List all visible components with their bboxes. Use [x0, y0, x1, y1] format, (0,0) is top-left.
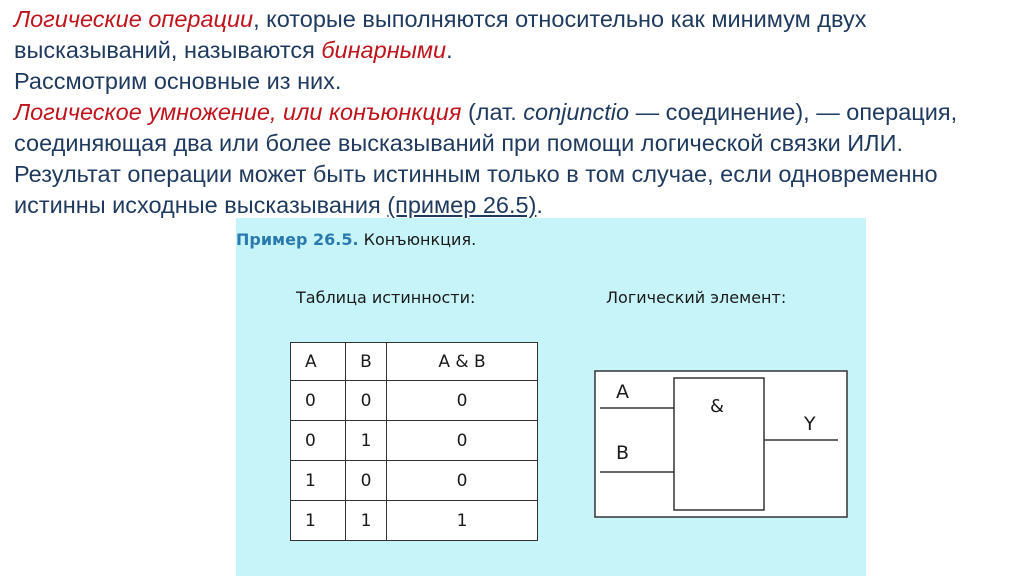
paragraph-binary [14, 4, 1014, 66]
paragraph-conjunction [14, 97, 1014, 221]
intro-text [14, 4, 1014, 221]
term-binary: бинарными [321, 37, 447, 63]
cell-result: 0 [387, 461, 538, 501]
cell-result: 0 [387, 421, 538, 461]
cell-a: 0 [291, 381, 346, 421]
term-logical-operations: Логические операции [14, 6, 254, 32]
paragraph-consider: Рассмотрим основные из них. [14, 68, 342, 94]
text-end: . [536, 192, 543, 218]
cell-a: 0 [291, 421, 346, 461]
table-header-row [291, 343, 538, 381]
table-row [291, 501, 538, 541]
output-y-label: Y [804, 413, 816, 435]
text-lat: (лат. [461, 99, 524, 125]
cell-b: 1 [346, 501, 387, 541]
table-row [291, 421, 538, 461]
and-symbol: & [710, 396, 725, 417]
input-b-label: B [616, 442, 630, 464]
truth-table [290, 342, 538, 541]
cell-b: 0 [346, 461, 387, 501]
header-a: A [291, 343, 346, 381]
table-row [291, 381, 538, 421]
and-gate-diagram [594, 370, 848, 518]
cell-b: 1 [346, 421, 387, 461]
cell-result: 1 [387, 501, 538, 541]
header-a-and-b: A & B [387, 343, 538, 381]
cell-result: 0 [387, 381, 538, 421]
example-number: Пример 26.5. [236, 230, 359, 249]
example-name: Конъюнкция. [363, 230, 477, 249]
example-link[interactable]: (пример 26.5) [387, 192, 537, 218]
logic-gate-caption: Логический элемент: [606, 288, 787, 307]
truth-table-caption: Таблица истинности: [296, 288, 476, 307]
table-row [291, 461, 538, 501]
example-title [236, 230, 476, 249]
input-a-label: A [616, 381, 629, 403]
cell-b: 0 [346, 381, 387, 421]
cell-a: 1 [291, 461, 346, 501]
header-b: B [346, 343, 387, 381]
example-box [236, 218, 866, 576]
cell-a: 1 [291, 501, 346, 541]
text-conjunction-def: — соединение), — операция, соединяющая два или более высказываний при помощи логической связки ИЛИ. Результат операции может быть истинным только в том случае, если одновременно истинны исходные высказывания [14, 99, 958, 218]
latin-word: conjunctio [523, 99, 630, 125]
term-conjunction: Логическое умножение, или конъюнкция [14, 99, 462, 125]
text-period: . [446, 37, 453, 63]
text-binary-def: , которые выполняются относительно как минимум двух высказываний, называются [14, 6, 867, 63]
